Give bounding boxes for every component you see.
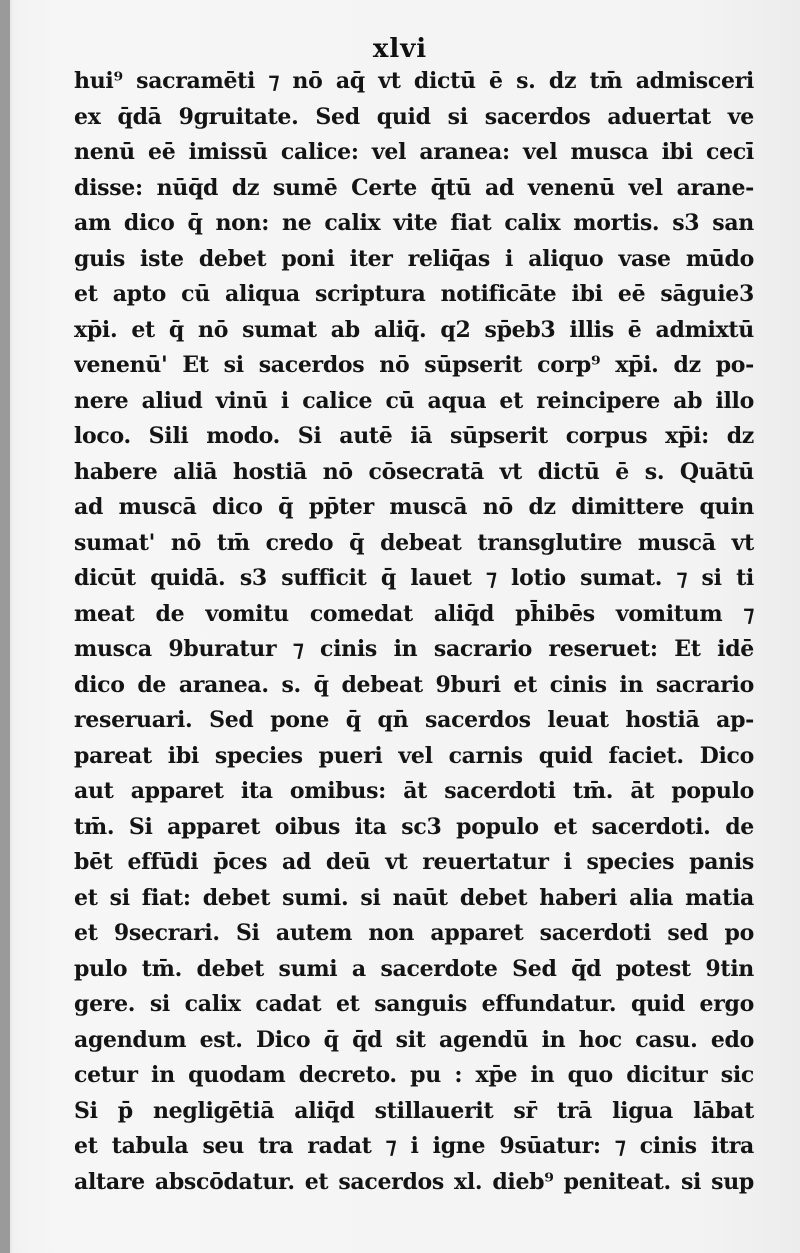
text-line: ad muscā dico q̄ pp̄ter muscā nō dz dimittere quin xyxy=(74,494,754,520)
text-line: disse: nūq̄d dz sumē Certe q̄tū ad venenū vel arane- xyxy=(74,174,754,201)
binding-gutter xyxy=(0,0,10,1253)
text-line: am dico q̄ non: ne calix vite fiat calix mortis. s3 san xyxy=(74,210,754,236)
text-line: dico de aranea. s. q̄ debeat 9buri et cinis in sacrario xyxy=(74,671,754,698)
text-line: Si p̄ negligētiā aliq̄d stillauerit sr̄ trā ligua lābat xyxy=(74,1097,754,1124)
text-line: altare abscōdatur. et sacerdos xl. dieb⁹ peniteat. si sup xyxy=(74,1168,754,1195)
text-line: loco. Sili modo. Si autē iā sūpserit corpus xp̄i: dz xyxy=(74,423,754,449)
text-line: pulo tm̄. debet sumi a sacerdote Sed q̄d potest 9tin xyxy=(74,955,754,982)
text-line: hui⁹ sacramēti ⁊ nō aq̄ vt dictū ē s. dz tm̄ admisceri xyxy=(74,68,754,94)
text-line: xp̄i. et q̄ nō sumat ab aliq̄. q2 sp̄eb3 illis ē admixtū xyxy=(74,316,754,343)
text-line: ex q̄dā 9gruitate. Sed quid si sacerdos aduertat ve xyxy=(74,103,754,130)
text-line: aut apparet ita omibus: āt sacerdoti tm̄. āt populo xyxy=(74,778,754,804)
text-block xyxy=(74,64,754,1200)
text-line: et tabula seu tra radat ⁊ i igne 9sūatur: ⁊ cinis itra xyxy=(74,1133,754,1159)
text-line: pareat ibi species pueri vel carnis quid faciet. Dico xyxy=(74,742,754,769)
text-line: et 9secrari. Si autem non apparet sacerdoti sed po xyxy=(74,920,754,946)
text-line: tm̄. Si apparet oibus ita sc3 populo et sacerdoti. de xyxy=(74,813,754,840)
text-line: bēt effūdi p̄ces ad deū vt reuertatur i species panis xyxy=(74,849,754,875)
text-line: habere aliā hostiā nō cōsecratā vt dictū ē s. Quātū xyxy=(74,458,754,485)
text-line: sumat' nō tm̄ credo q̄ debeat transglutire muscā vt xyxy=(74,529,754,556)
text-line: nere aliud vinū i calice cū aqua et reincipere ab illo xyxy=(74,387,754,414)
text-line: reseruari. Sed pone q̄ qn̄ sacerdos leuat hostiā ap- xyxy=(74,707,754,733)
text-line: nenū eē imissū calice: vel aranea: vel musca ibi cecī xyxy=(74,139,754,165)
text-line: cetur in quodam decreto. pu : xp̄e in quo dicitur sic xyxy=(74,1062,754,1088)
text-line: gere. si calix cadat et sanguis effundatur. quid ergo xyxy=(74,991,754,1017)
text-line: meat de vomitu comedat aliq̄d ph̄ibēs vomitum ⁊ xyxy=(74,600,754,627)
text-line: musca 9buratur ⁊ cinis in sacrario reseruet: Et idē xyxy=(74,636,754,662)
folio-number: xlvi xyxy=(372,34,428,64)
text-line: agendum est. Dico q̄ q̄d sit agendū in hoc casu. edo xyxy=(74,1026,754,1053)
text-line: venenū' Et si sacerdos nō sūpserit corp⁹ xp̄i. dz po- xyxy=(74,352,754,378)
text-line: et si fiat: debet sumi. si naūt debet haberi alia matia xyxy=(74,884,754,911)
text-line: guis iste debet poni iter reliq̄as i aliquo vase mūdo xyxy=(74,245,754,272)
text-line: et apto cū aliqua scriptura notificāte ibi eē sāguie3 xyxy=(74,281,754,307)
text-line: dicūt quidā. s3 sufficit q̄ lauet ⁊ lotio sumat. ⁊ si ti xyxy=(74,565,754,591)
